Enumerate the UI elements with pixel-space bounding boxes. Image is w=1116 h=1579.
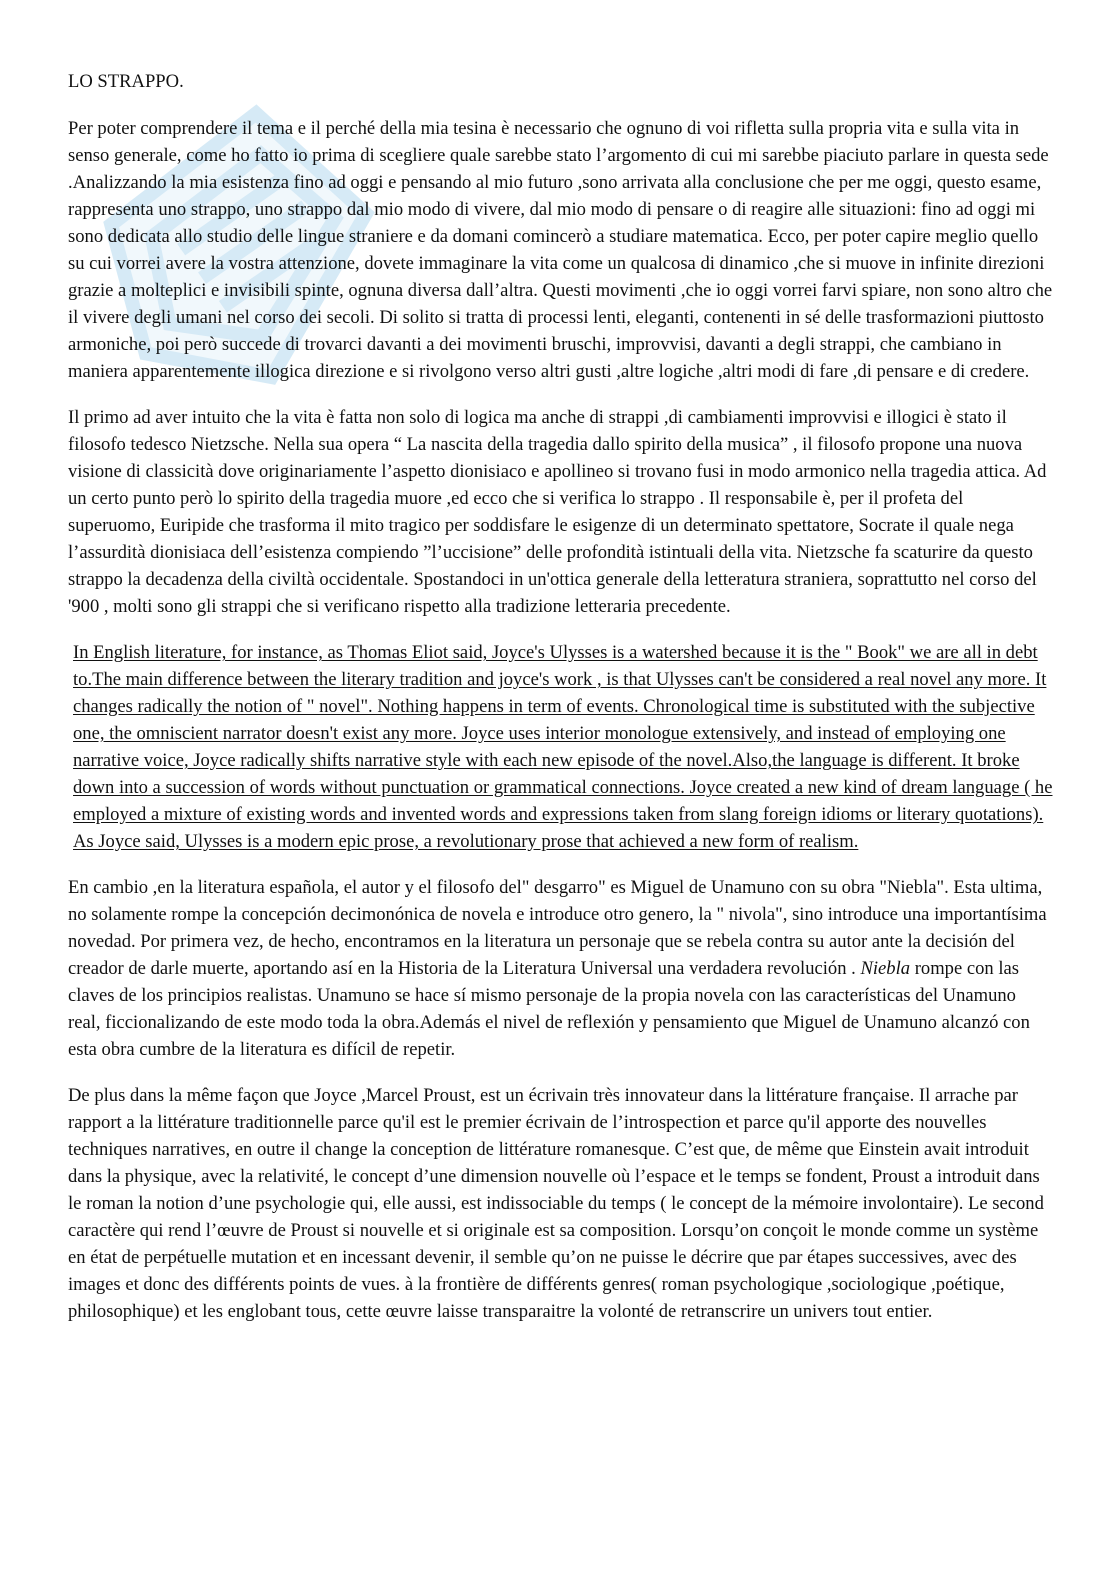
paragraph-spanish-unamuno	[68, 874, 1053, 1063]
paragraph-english-joyce: In English literature, for instance, as Thomas Eliot said, Joyce's Ulysses is a watershed because it is the " Book" we are all in debt to.The main difference between the literary tradition and joyce's work , is that Ulysses can't be considered a real novel any more. It changes radically the notion of " novel". Nothing happens in term of events. Chronological time is substituted with the subjective one, the omniscient narrator doesn't exist any more. Joyce uses interior monologue extensively, and instead of employing one narrative voice, Joyce radically shifts narrative style with each new episode of the novel.Also,the language is different. It broke down into a succession of words without punctuation or grammatical connections. Joyce created a new kind of dream language ( he employed a mixture of existing words and invented words and expressions taken from slang foreign idioms or literary quotations). As Joyce said, Ulysses is a modern epic prose, a revolutionary prose that achieved a new form of realism.	[73, 642, 1053, 852]
paragraph-spanish-part-b: rompe con las claves de los principios realistas. Unamuno se hace sí mismo personaje de la propia novela con las características del Unamuno real, ficcionalizando de este modo toda la obra.Además el nivel de reflexión y pensamiento que Miguel de Unamuno alcanzó con esta obra cumbre de la literatura es difícil de repetir.	[68, 958, 1030, 1060]
document-page	[68, 64, 1053, 1344]
paragraph-spanish-part-a: En cambio ,en la literatura española, el autor y el filosofo del" desgarro" es Miguel de Unamuno con su obra "Niebla". Esta ultima, no solamente rompe la concepción decimonónica de novela e introduce otro genero, la " nivola", sino introduce una importantísima novedad. Por primera vez, de hecho, encontramos en la literatura un personaje que se rebela contra su autor ante la decisión del creador de darle muerte, aportando así en la Historia de la Literatura Universal una verdadera revolución .	[68, 877, 1047, 979]
paragraph-french-proust: De plus dans la même façon que Joyce ,Marcel Proust, est un écrivain très innovateur dans la littérature française. Il arrache par rapport a la littérature traditionnelle parce qu'il est le premier écrivain de l’introspection et parce qu'il apporte des nouvelles techniques narratives, en outre il change la conception de littérature romanesque. C’est que, de même que Einstein avait introduit dans la physique, avec la relativité, le concept d’une dimension nouvelle où l’espace et le temps se fondent, Proust a introduit dans le roman la notion d’une psychologie qui, elle aussi, est indissociable du temps ( le concept de la mémoire involontaire). Le second caractère qui rend l’œuvre de Proust si nouvelle et si originale est sa composition. Lorsqu’on conçoit le monde comme un système en état de perpétuelle mutation et en incessant devenir, il semble qu’on ne puisse le décrire que par étapes successives, avec des images et donc des différents points de vues. à la frontière de différents genres( roman psychologique ,sociologique ,poétique, philosophique) et les englobant tous, cette œuvre laisse transparaitre la volonté de retranscrire un univers tout entier.	[68, 1085, 1044, 1322]
niebla-title-italic: Niebla	[860, 958, 911, 979]
paragraph-italian-intro: Per poter comprendere il tema e il perché della mia tesina è necessario che ognuno di voi rifletta sulla propria vita e sulla vita in senso generale, come ho fatto io prima di scegliere quale sarebbe stato l’argomento di cui mi sarebbe piaciuto parlare in questa sede .Analizzando la mia esistenza fino ad oggi e pensando al mio futuro ,sono arrivata alla conclusione che per me oggi, questo esame, rappresenta uno strappo, uno strappo dal mio modo di vivere, dal mio modo di pensare o di reagire alle situazioni: fino ad oggi mi sono dedicata allo studio delle lingue straniere e da domani comincerò a studiare matematica. Ecco, per poter capire meglio quello su cui vorrei avere la vostra attenzione, dovete immaginare la vita come un qualcosa di dinamico ,che si muove in infinite direzioni grazie a molteplici e invisibili spinte, ognuna diversa dall’altra. Questi movimenti ,che io oggi vorrei farvi spiare, non sono altro che il vivere degli umani nel corso dei secoli. Di solito si tratta di processi lenti, eleganti, contenenti in sé delle trasformazioni piuttosto armoniche, poi però succede di trovarci davanti a dei movimenti bruschi, improvvisi, davanti a degli strappi, che cambiano in maniera apparentemente illogica direzione e si rivolgono verso altri gusti ,altre logiche ,altri modi di fare ,di pensare e di credere.	[68, 118, 1053, 382]
document-title: LO STRAPPO.	[68, 71, 184, 92]
paragraph-italian-nietzsche: Il primo ad aver intuito che la vita è fatta non solo di logica ma anche di strappi ,di cambiamenti improvvisi e illogici è stato il filosofo tedesco Nietzsche. Nella sua opera “ La nascita della tragedia dallo spirito della musica” , il filosofo propone una nuova visione di classicità dove originariamente l’aspetto dionisiaco e apollineo si trovano fusi in modo armonico nella tragedia attica. Ad un certo punto però lo spirito della tragedia muore ,ed ecco che si verifica lo strappo . Il responsabile è, per il profeta del superuomo, Euripide che trasforma il mito tragico per soddisfare le esigenze di un determinato spettatore, Socrate il quale nega l’assurdità dionisiaca dell’esistenza compiendo ”l’uccisione” delle profondità istintuali della vita. Nietzsche fa scaturire da questo strappo la decadenza della civiltà occidentale. Spostandoci in un'ottica generale della letteratura straniera, soprattutto nel corso del '900 , molti sono gli strappi che si verificano rispetto alla tradizione letteraria precedente.	[68, 407, 1047, 617]
